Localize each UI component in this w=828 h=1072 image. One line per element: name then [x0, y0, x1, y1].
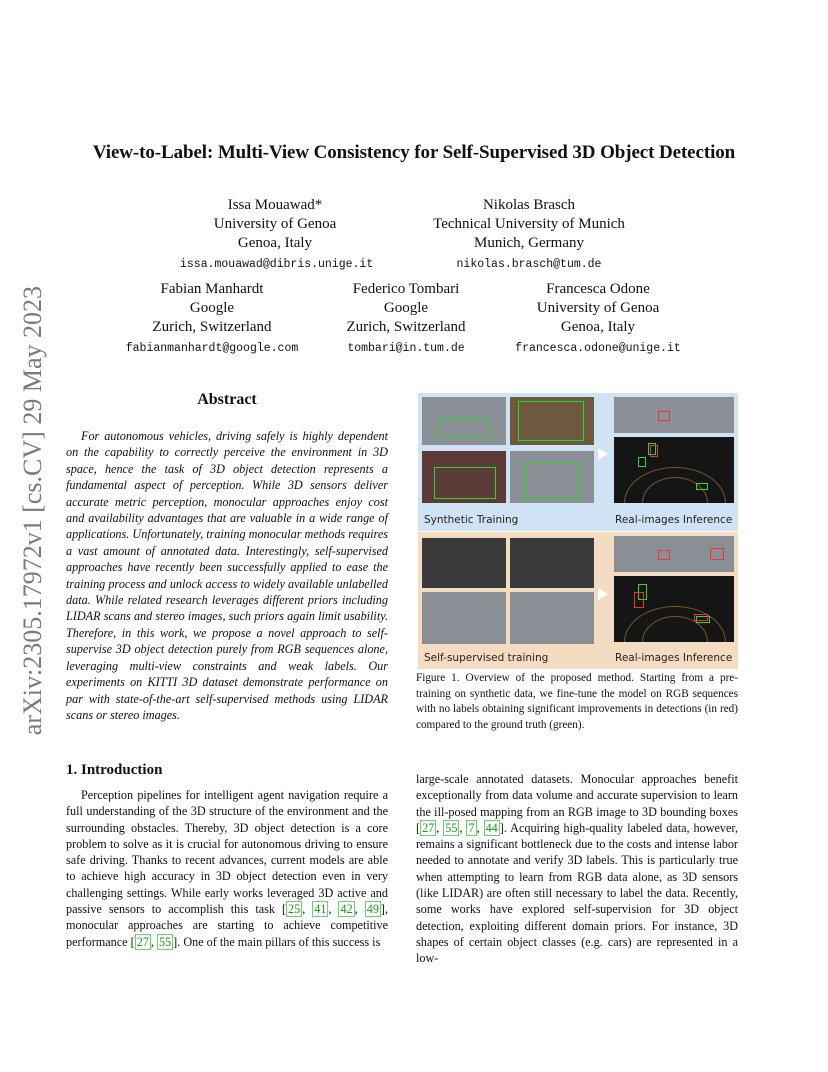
- author-location: Munich, Germany: [474, 235, 584, 251]
- arxiv-identifier: arXiv:2305.17972v1 [cs.CV] 29 May 2023: [18, 286, 47, 736]
- author-location: Genoa, Italy: [237, 235, 313, 251]
- real-image: [614, 397, 734, 433]
- real-inference-label: Real-images Inference: [615, 514, 733, 526]
- real-inference-label: Real-images Inference: [615, 652, 733, 664]
- citation-link[interactable]: 44: [485, 820, 498, 835]
- paragraph-text: . One of the main pillars of this success is: [177, 934, 381, 949]
- citation-link[interactable]: 27: [422, 820, 435, 835]
- author-affiliation: Google: [189, 300, 235, 316]
- self-supervised-label: Self-supervised training: [424, 652, 549, 664]
- author-name: Francesca Odone: [546, 281, 650, 297]
- author-name: Federico Tombari: [352, 281, 460, 297]
- real-image: [422, 592, 506, 644]
- author-block: [110, 280, 314, 358]
- paragraph-text: Perception pipelines for intelligent agent navigation require a full understanding of the 3D structure of the environment and the surrounding obstacles. Thereby, 3D object detection is a core problem to solve as it is crucial for autonomous driving to ensure safe driving. Thanks to recent advances, current models are able to achieve high accuracy in 3D object detection even in very challenging settings. While early works leveraged 3D active and passive sensors to accomplish this task: [66, 788, 388, 917]
- author-email[interactable]: fabianmanhardt@google.com: [125, 342, 299, 355]
- author-affiliation: University of Genoa: [536, 300, 660, 316]
- synthetic-image: [510, 397, 594, 445]
- paragraph-text: large-scale annotated datasets. Monocular approaches benefit exceptionally from data volume and accurate supervision to learn the ill-posed mapping from an RGB image to 3D bounding boxes: [416, 772, 738, 819]
- author-email[interactable]: issa.mouawad@dibris.unige.it: [180, 258, 374, 271]
- author-email[interactable]: tombari@in.tum.de: [347, 342, 465, 355]
- arrow-right-icon: [598, 448, 608, 460]
- author-block: [180, 196, 374, 274]
- real-image: [614, 536, 734, 572]
- figure-caption: Figure 1. Overview of the proposed method. Starting from a pre-training on synthetic data, we fine-tune the model on RGB sequences with no labels obtaining significant improvements in detections (in red) compared to the ground truth (green).: [416, 672, 738, 731]
- citation-link[interactable]: 49: [366, 902, 379, 917]
- author-email[interactable]: francesca.odone@unige.it: [515, 342, 681, 355]
- paper-title: View-to-Label: Multi-View Consistency for Self-Supervised 3D Object Detection: [92, 142, 736, 163]
- real-image: [510, 592, 594, 644]
- synthetic-training-panel: [418, 393, 738, 531]
- author-block: [500, 280, 696, 358]
- citation-link[interactable]: 55: [445, 820, 458, 835]
- section-heading: 1. Introduction: [66, 762, 163, 778]
- author-email[interactable]: nikolas.brasch@tum.de: [456, 258, 602, 271]
- author-location: Zurich, Switzerland: [152, 319, 272, 335]
- bev-pointcloud: [614, 437, 734, 503]
- synthetic-image: [422, 397, 506, 445]
- synthetic-training-label: Synthetic Training: [424, 514, 519, 526]
- citation-link[interactable]: 42: [340, 902, 353, 917]
- author-block: [410, 196, 648, 274]
- author-name: Fabian Manhardt: [160, 281, 264, 297]
- citation-link[interactable]: 41: [314, 902, 327, 917]
- figure-1: [418, 393, 738, 669]
- author-affiliation: Google: [383, 300, 429, 316]
- synthetic-image: [510, 451, 594, 503]
- synthetic-image: [422, 451, 506, 503]
- author-block: [330, 280, 482, 358]
- author-location: Zurich, Switzerland: [346, 319, 466, 335]
- abstract-text: For autonomous vehicles, driving safely is highly dependent on the capability to correctly perceive the environment in 3D space, hence the task of 3D object detection represents a fundamental aspect of perception. While 3D sensors deliver accurate metric perception, monocular approaches enjoy cost and availability advantages that are valuable in a wide range of applications. Unfortunately, training monocular methods requires a vast amount of annotated data. Interestingly, self-supervised approaches have recently been successfully applied to ease the training process and unlock access to widely available unlabelled data. While related research leverages different priors including LIDAR scans and stereo images, such priors again limit usability. Therefore, in this work, we propose a novel approach to self-supervise 3D object detection purely from RGB sequences alone, leveraging multi-view constraints and weak labels. Our experiments on KITTI 3D dataset demonstrate performance on par with state-of-the-art self-supervised methods using LIDAR scans or stereo images.: [66, 429, 388, 722]
- intro-column-2: large-scale annotated datasets. Monocular approaches benefit exceptionally from data volume and accurate supervision to learn the ill-posed mapping from an RGB image to 3D bounding boxes [ 27 , 55 , 7 , 44 ]. Acquiring high-quality labeled data, however, remains a significant bottleneck due to the costs and intense labor needed to annotate and verify 3D labels. This is particularly true when attempting to learn from RGB data alone, as 3D sensors (like LIDAR) are often still necessary to label the data. Recently, some works have explored self-supervision for 3D object detection, exploiting different domain priors. For instance, 3D shapes of certain object classes (e.g. cars) are represented in a low-: [416, 772, 739, 966]
- citation-link[interactable]: 27: [136, 934, 149, 949]
- abstract-heading: Abstract: [197, 391, 257, 408]
- real-image: [422, 538, 506, 588]
- author-name: Nikolas Brasch: [482, 197, 576, 213]
- author-name: Issa Mouawad*: [227, 197, 323, 213]
- paragraph-text: . Acquiring high-quality labeled data, however, remains a significant bottleneck due to the costs and intense labor needed to annotate and verify 3D labels. This is particularly true when attempting to learn from RGB data alone, as 3D sensors (like LIDAR) are often still necessary to label the data. Recently, some works have explored self-supervision for 3D object detection, exploiting different domain priors. For instance, 3D shapes of certain object classes (e.g. cars) are represented in a low-: [416, 820, 739, 966]
- real-image: [510, 538, 594, 588]
- arrow-right-icon: [598, 588, 608, 600]
- intro-column-1: Perception pipelines for intelligent agent navigation require a full understanding of the 3D structure of the environment and the surrounding obstacles. Thereby, 3D object detection is a core problem to solve as it is crucial for autonomous driving to ensure safe driving. Thanks to recent advances, current models are able to achieve high accuracy in 3D object detection even in very challenging settings. While early works leveraged 3D active and passive sensors to accomplish this task [ 25 , 41 , 42 , 49 ], monocular approaches are starting to achieve competitive performance [ 27 , 55 ]. One of the main pillars of this success is: [66, 788, 389, 949]
- citation-link[interactable]: 25: [288, 902, 301, 917]
- author-location: Genoa, Italy: [560, 319, 636, 335]
- self-supervised-panel: [418, 532, 738, 669]
- citation-link[interactable]: 7: [468, 820, 475, 835]
- bev-pointcloud: [614, 576, 734, 642]
- author-affiliation: Technical University of Munich: [433, 216, 625, 232]
- citation-link[interactable]: 55: [158, 934, 172, 949]
- paragraph-text: , monocular approaches are starting to achieve competitive performance: [66, 902, 389, 949]
- author-affiliation: University of Genoa: [213, 216, 337, 232]
